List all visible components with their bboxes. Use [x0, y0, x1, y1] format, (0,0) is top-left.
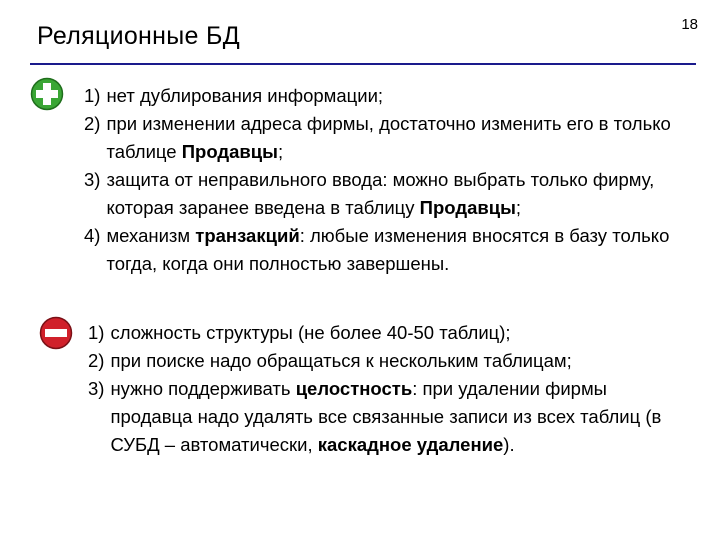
text-fragment: нет дублирования информации; — [106, 85, 384, 106]
item-text — [100, 82, 684, 110]
cons-item — [88, 375, 688, 459]
item-number: 1) — [88, 322, 105, 343]
pros-item — [84, 166, 684, 222]
text-fragment: защита от неправильного ввода: можно выбрать только фирму, которая заранее введена в таблицу — [106, 169, 655, 218]
item-number: 1) — [84, 85, 101, 106]
pros-item — [84, 82, 684, 110]
slide-number: 18 — [681, 16, 698, 33]
cons-item — [88, 347, 688, 375]
item-text — [104, 375, 688, 459]
text-fragment: ; — [515, 197, 522, 218]
pros-item — [84, 222, 684, 278]
bold-term: каскадное удаление — [317, 434, 504, 455]
text-fragment: : при удалении фирмы продавца надо удалять все связанные записи из всех таблиц (в СУБД – автоматически, — [110, 378, 662, 455]
item-text — [104, 319, 688, 347]
title-divider — [30, 63, 696, 65]
item-number: 3) — [84, 169, 101, 190]
item-number: 2) — [88, 350, 105, 371]
slide-title: Реляционные БД — [37, 22, 240, 50]
item-text — [100, 110, 684, 166]
cons-list — [88, 319, 688, 459]
bold-term: Продавцы — [181, 141, 278, 162]
item-text — [100, 166, 684, 222]
item-text — [104, 347, 688, 375]
item-text — [100, 222, 684, 278]
item-number: 3) — [88, 378, 105, 399]
pros-item — [84, 110, 684, 166]
text-fragment: ; — [277, 141, 284, 162]
text-fragment: : любые изменения вносятся в базу только тогда, когда они полностью завершены. — [106, 225, 670, 274]
text-fragment: сложность структуры (не более 40-50 таблиц); — [110, 322, 511, 343]
plus-circle-icon — [30, 77, 64, 111]
item-number: 2) — [84, 113, 101, 134]
text-fragment: ). — [503, 434, 515, 455]
bold-term: Продавцы — [419, 197, 516, 218]
item-number: 4) — [84, 225, 101, 246]
minus-circle-icon — [39, 316, 73, 350]
bold-term: транзакций — [195, 225, 300, 246]
text-fragment: при изменении адреса фирмы, достаточно изменить его в только таблице — [106, 113, 671, 162]
text-fragment: при поиске надо обращаться к нескольким таблицам; — [110, 350, 572, 371]
cons-item — [88, 319, 688, 347]
bold-term: целостность — [295, 378, 413, 399]
text-fragment: нужно поддерживать — [110, 378, 296, 399]
text-fragment: механизм — [106, 225, 196, 246]
pros-list — [84, 82, 684, 278]
